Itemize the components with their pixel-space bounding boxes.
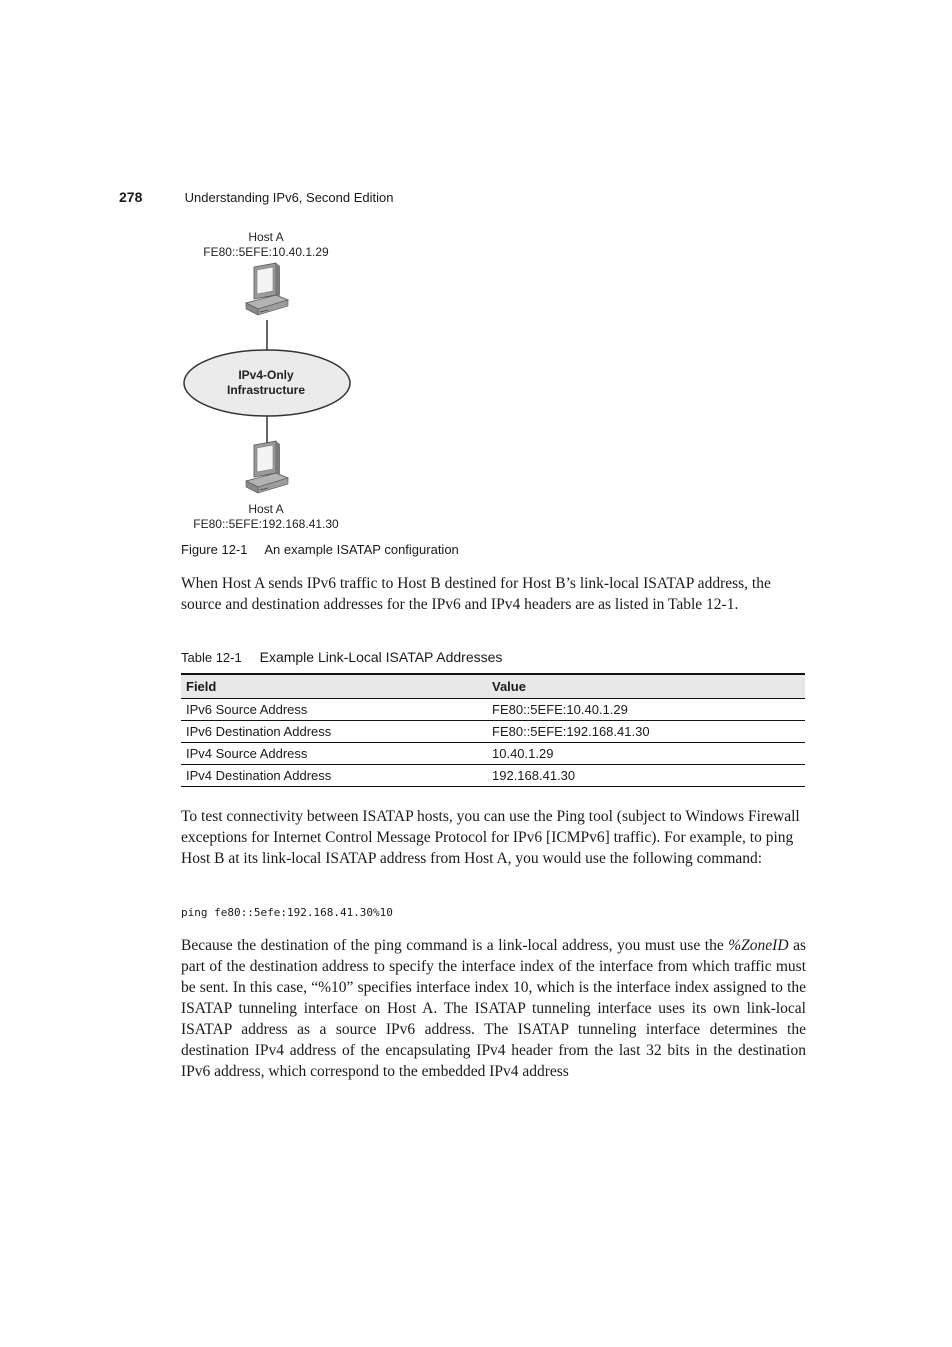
computer-bottom-icon bbox=[246, 441, 288, 493]
table-caption-title: Example Link-Local ISATAP Addresses bbox=[259, 649, 503, 665]
host-top-name: Host A bbox=[248, 230, 284, 244]
table-cell-field: IPv4 Source Address bbox=[186, 746, 308, 761]
table-cell-value: 192.168.41.30 bbox=[492, 768, 576, 783]
cloud-label-line2: Infrastructure bbox=[226, 383, 306, 397]
figure-caption bbox=[181, 542, 459, 557]
host-top-address: FE80::5EFE:10.40.1.29 bbox=[203, 245, 329, 259]
table-header-row bbox=[181, 674, 805, 699]
zoneid-term: %ZoneID bbox=[728, 937, 789, 954]
paragraph-ping: To test connectivity between ISATAP hosts, you can use the Ping tool (subject to Windows Firewall exceptions for Internet Control Message Protocol for IPv6 [ICMPv6] traffic). For example, to ping Host B at its link-local ISATAP address from Host A, you would use the following command: bbox=[181, 808, 800, 867]
paragraph-intro: When Host A sends IPv6 traffic to Host B destined for Host B’s link-local ISATAP address, the source and destination addresses for the IPv6 and IPv4 headers are as listed in Table 12-1. bbox=[181, 575, 771, 613]
paragraph-zoneid bbox=[181, 935, 806, 1082]
table-row bbox=[181, 721, 805, 743]
page-number: 278 bbox=[119, 189, 143, 205]
isatap-figure bbox=[170, 228, 370, 538]
figure-caption-text: An example ISATAP configuration bbox=[264, 542, 459, 557]
table-caption-number: Table 12-1 bbox=[181, 650, 242, 665]
table-cell-field: IPv4 Destination Address bbox=[186, 768, 332, 783]
table-header-value: Value bbox=[492, 679, 526, 694]
table-row bbox=[181, 765, 805, 787]
figure-caption-number: Figure 12-1 bbox=[181, 542, 248, 557]
host-bottom-name: Host A bbox=[248, 502, 284, 516]
isatap-address-table bbox=[181, 673, 805, 787]
table-cell-field: IPv6 Destination Address bbox=[186, 724, 332, 739]
host-bottom-address: FE80::5EFE:192.168.41.30 bbox=[193, 517, 339, 531]
paragraph-zoneid-after: as part of the destination address to specify the interface index of the interface from which traffic must be sent. In this case, “%10” specifies interface index 10, which is the interface index assigned to the ISATAP tunneling interface on Host A. The ISATAP tunneling interface uses its own link-local ISATAP address as a source IPv6 address. The ISATAP tunneling interface determines the destination IPv4 address of the encapsulating IPv4 header from the last 32 bits in the destination IPv6 address, which correspond to the embedded IPv4 address bbox=[181, 937, 806, 1080]
book-title: Understanding IPv6, Second Edition bbox=[184, 190, 394, 205]
table-row bbox=[181, 743, 805, 765]
paragraph-zoneid-before: Because the destination of the ping command is a link-local address, you must use the bbox=[181, 937, 729, 954]
table-cell-value: FE80::5EFE:192.168.41.30 bbox=[492, 724, 650, 739]
table-header-field: Field bbox=[186, 679, 217, 694]
ping-command: ping fe80::5efe:192.168.41.30%10 bbox=[181, 906, 393, 919]
table-cell-field: IPv6 Source Address bbox=[186, 702, 308, 717]
table-caption bbox=[181, 649, 502, 665]
cloud-label-line1: IPv4-Only bbox=[238, 368, 294, 382]
running-head bbox=[119, 189, 393, 205]
table-cell-value: 10.40.1.29 bbox=[492, 746, 554, 761]
table-cell-value: FE80::5EFE:10.40.1.29 bbox=[492, 702, 628, 717]
table-row bbox=[181, 699, 805, 721]
host-bottom-label bbox=[166, 502, 366, 532]
computer-top-icon bbox=[246, 263, 288, 315]
cloud-label bbox=[183, 368, 349, 398]
